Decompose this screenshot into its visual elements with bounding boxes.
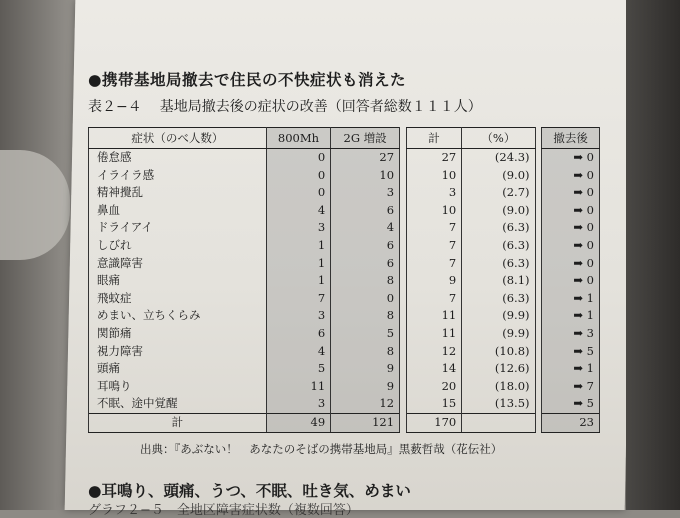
cell-percent: (12.6) xyxy=(462,360,535,378)
symptom-cell: 精神攪乱 xyxy=(89,184,267,202)
cell-after: ➡ 0 xyxy=(542,184,600,202)
cell-800mh: 0 xyxy=(266,184,330,202)
header-after: 撤去後 xyxy=(542,128,600,149)
cell-2g: 4 xyxy=(331,219,400,237)
cell-percent: (9.0) xyxy=(462,202,535,220)
cell-total: 7 xyxy=(406,219,462,237)
cell-2g: 5 xyxy=(331,325,400,343)
cell-after: ➡ 0 xyxy=(542,237,600,255)
cell-2g: 6 xyxy=(331,237,400,255)
symptom-cell: 視力障害 xyxy=(89,343,267,361)
table-caption xyxy=(88,96,500,116)
cell-percent: (13.5) xyxy=(462,395,535,413)
cell-total: 7 xyxy=(406,290,462,308)
symptom-cell: ドライアイ xyxy=(89,219,267,237)
cell-after: ➡ 0 xyxy=(542,255,600,273)
symptom-cell: 眼痛 xyxy=(89,272,267,290)
cell-2g: 8 xyxy=(331,272,400,290)
symptom-cell: めまい、立ちくらみ xyxy=(89,307,267,325)
table-row xyxy=(89,395,600,413)
cell-800mh: 1 xyxy=(266,255,330,273)
table-title: 基地局撤去後の症状の改善（回答者総数１１１人） xyxy=(159,99,482,115)
symptom-cell: しびれ xyxy=(89,237,267,255)
cell-after: ➡ 0 xyxy=(542,219,600,237)
table-row xyxy=(89,184,600,202)
symptom-cell: 不眠、途中覚醒 xyxy=(89,395,267,413)
cell-percent: (9.9) xyxy=(462,325,535,343)
cell-2g: 9 xyxy=(331,378,400,396)
cell-total: 9 xyxy=(406,272,462,290)
table-row xyxy=(89,149,600,167)
cell-800mh: 5 xyxy=(266,360,330,378)
table-row xyxy=(89,360,600,378)
table-row xyxy=(89,307,600,325)
cell-800mh: 0 xyxy=(266,167,330,185)
total-800mh: 49 xyxy=(266,413,330,432)
table-row xyxy=(89,290,600,308)
table-row xyxy=(89,167,600,185)
total-2g: 121 xyxy=(331,413,400,432)
cell-percent: (6.3) xyxy=(462,255,535,273)
cell-after: ➡ 0 xyxy=(542,202,600,220)
cell-total: 12 xyxy=(406,343,462,361)
symptom-cell: 飛蚊症 xyxy=(89,290,267,308)
table-number: 表２−４ xyxy=(88,99,142,115)
cell-total: 7 xyxy=(406,237,462,255)
cell-total: 20 xyxy=(406,378,462,396)
header-2g: 2G 増設 xyxy=(331,128,400,149)
cell-after: ➡ 1 xyxy=(542,290,600,308)
header-total: 計 xyxy=(406,128,462,149)
cell-2g: 10 xyxy=(331,167,400,185)
cell-total: 11 xyxy=(406,307,462,325)
cell-800mh: 3 xyxy=(266,395,330,413)
cell-800mh: 11 xyxy=(266,378,330,396)
cell-percent: (6.3) xyxy=(462,219,535,237)
cell-2g: 27 xyxy=(331,149,400,167)
cell-total: 14 xyxy=(406,360,462,378)
total-after: 23 xyxy=(542,413,600,432)
cell-after: ➡ 1 xyxy=(542,307,600,325)
cell-2g: 0 xyxy=(331,290,400,308)
symptom-table xyxy=(88,127,600,433)
total-percent xyxy=(462,413,535,432)
cell-after: ➡ 0 xyxy=(542,272,600,290)
table-row xyxy=(89,378,600,396)
symptom-cell: イライラ感 xyxy=(89,167,267,185)
section-heading: ●携帯基地局撤去で住民の不快症状も消えた xyxy=(88,71,407,89)
table-row xyxy=(89,325,600,343)
total-total: 170 xyxy=(406,413,462,432)
table-body xyxy=(89,149,600,433)
cell-2g: 8 xyxy=(331,307,400,325)
cell-2g: 3 xyxy=(331,184,400,202)
cell-2g: 6 xyxy=(331,255,400,273)
cell-2g: 6 xyxy=(331,202,400,220)
total-row xyxy=(89,413,600,432)
section-heading-2: ●耳鳴り、頭痛、うつ、不眠、吐き気、めまい xyxy=(88,482,411,500)
table-row xyxy=(89,237,600,255)
cell-total: 11 xyxy=(406,325,462,343)
cell-percent: (2.7) xyxy=(462,184,535,202)
cell-800mh: 6 xyxy=(266,325,330,343)
cell-2g: 9 xyxy=(331,360,400,378)
cell-percent: (9.0) xyxy=(462,167,535,185)
table-row xyxy=(89,219,600,237)
cell-percent: (9.9) xyxy=(462,307,535,325)
cell-total: 3 xyxy=(406,184,462,202)
cell-after: ➡ 7 xyxy=(542,378,600,396)
cell-total: 27 xyxy=(406,149,462,167)
symptom-cell: 関節痛 xyxy=(89,325,267,343)
cell-after: ➡ 5 xyxy=(542,395,600,413)
cell-total: 10 xyxy=(406,202,462,220)
cell-total: 10 xyxy=(406,167,462,185)
cell-800mh: 4 xyxy=(266,343,330,361)
cell-percent: (6.3) xyxy=(462,290,535,308)
symptom-cell: 頭痛 xyxy=(89,360,267,378)
symptom-cell: 鼻血 xyxy=(89,202,267,220)
cell-total: 7 xyxy=(406,255,462,273)
symptom-cell: 耳鳴り xyxy=(89,378,267,396)
cell-total: 15 xyxy=(406,395,462,413)
cell-after: ➡ 0 xyxy=(542,167,600,185)
header-symptom: 症状（のべ人数） xyxy=(89,128,267,149)
cell-800mh: 0 xyxy=(266,149,330,167)
header-800mh: 800Mh xyxy=(266,128,330,149)
header-percent: （%） xyxy=(462,128,535,149)
cell-percent: (10.8) xyxy=(462,343,535,361)
cell-800mh: 4 xyxy=(266,202,330,220)
table-row xyxy=(89,255,600,273)
cell-after: ➡ 5 xyxy=(542,343,600,361)
cell-2g: 8 xyxy=(331,343,400,361)
cell-percent: (8.1) xyxy=(462,272,535,290)
cell-800mh: 3 xyxy=(266,219,330,237)
cell-800mh: 3 xyxy=(266,307,330,325)
cell-percent: (6.3) xyxy=(462,237,535,255)
total-label: 計 xyxy=(89,413,267,432)
cell-percent: (18.0) xyxy=(462,378,535,396)
cell-800mh: 1 xyxy=(266,237,330,255)
cell-after: ➡ 3 xyxy=(542,325,600,343)
table-row xyxy=(89,202,600,220)
cell-percent: (24.3) xyxy=(462,149,535,167)
source-citation: 出典：『あぶない！ あなたのそばの携帯基地局』黒薮哲哉（花伝社） xyxy=(140,442,503,456)
cell-2g: 12 xyxy=(331,395,400,413)
symptom-cell: 倦怠感 xyxy=(89,149,267,167)
cell-after: ➡ 1 xyxy=(542,360,600,378)
cell-after: ➡ 0 xyxy=(542,149,600,167)
graph-caption: グラフ２−５ 全地区障害症状数（複数回答） xyxy=(88,503,359,518)
table-row xyxy=(89,272,600,290)
table-header-row xyxy=(89,128,600,149)
book-edge xyxy=(626,0,680,510)
cell-800mh: 7 xyxy=(266,290,330,308)
cell-800mh: 1 xyxy=(266,272,330,290)
symptom-cell: 意識障害 xyxy=(89,255,267,273)
table-row xyxy=(89,343,600,361)
